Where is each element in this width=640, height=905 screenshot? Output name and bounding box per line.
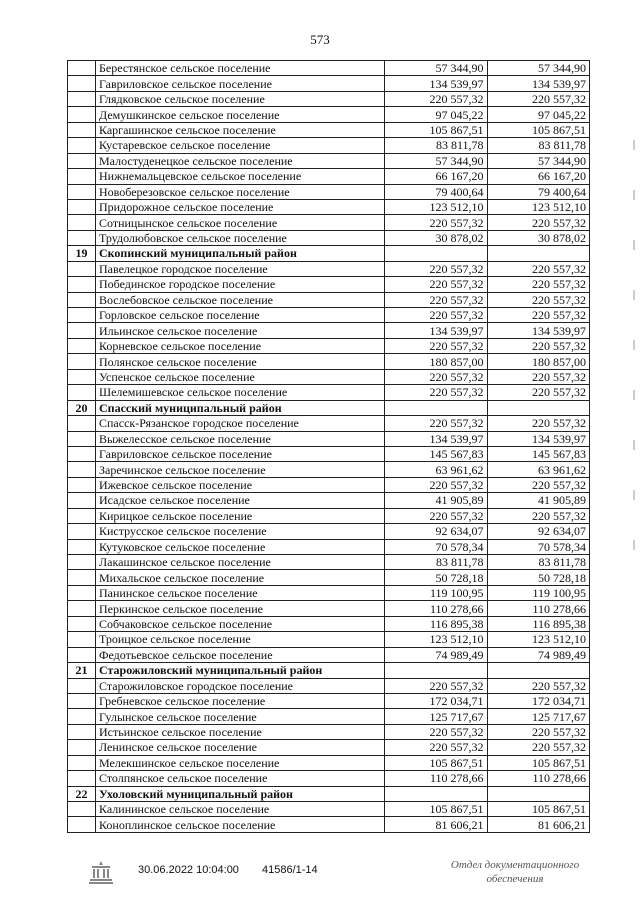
- settlement-name: Киструсское сельское поселение: [96, 524, 385, 539]
- table-row: [68, 153, 590, 168]
- amount-1: 123 512,10: [385, 199, 488, 214]
- table-row: [68, 431, 590, 446]
- table-body: [68, 61, 590, 833]
- table-row: [68, 138, 590, 153]
- amount-1: 92 634,07: [385, 524, 488, 539]
- table-row: [68, 61, 590, 76]
- settlement-name: Спасский муниципальный район: [96, 400, 385, 415]
- settlement-name: Выжелесское сельское поселение: [96, 431, 385, 446]
- table-row: [68, 76, 590, 91]
- amount-2: 119 100,95: [487, 585, 590, 600]
- amount-1: 220 557,32: [385, 261, 488, 276]
- amount-1: 220 557,32: [385, 508, 488, 523]
- table-row: [68, 462, 590, 477]
- row-number: [68, 740, 96, 755]
- district-row: [68, 246, 590, 261]
- settlement-name: Павелецкое городское поселение: [96, 261, 385, 276]
- table-row: [68, 647, 590, 662]
- table-row: [68, 477, 590, 492]
- settlement-name: Гавриловское сельское поселение: [96, 446, 385, 461]
- settlement-name: Новоберезовское сельское поселение: [96, 184, 385, 199]
- table-row: [68, 91, 590, 106]
- amount-1: 57 344,90: [385, 153, 488, 168]
- table-row: [68, 524, 590, 539]
- table-row: [68, 261, 590, 276]
- settlement-name: Столпянское сельское поселение: [96, 771, 385, 786]
- amount-2: 50 728,18: [487, 570, 590, 585]
- amount-1: [385, 400, 488, 415]
- amount-2: 105 867,51: [487, 755, 590, 770]
- amount-2: 83 811,78: [487, 555, 590, 570]
- table-row: [68, 107, 590, 122]
- table-row: [68, 693, 590, 708]
- amount-1: 41 905,89: [385, 493, 488, 508]
- settlement-name: Гавриловское сельское поселение: [96, 76, 385, 91]
- settlement-name: Вослебовское сельское поселение: [96, 292, 385, 307]
- amount-2: 105 867,51: [487, 122, 590, 137]
- row-number: [68, 555, 96, 570]
- row-number: [68, 153, 96, 168]
- settlement-name: Кутуковское сельское поселение: [96, 539, 385, 554]
- amount-2: [487, 786, 590, 801]
- amount-2: 97 045,22: [487, 107, 590, 122]
- table-row: [68, 184, 590, 199]
- amount-1: 66 167,20: [385, 169, 488, 184]
- table-row: [68, 277, 590, 292]
- row-number: [68, 539, 96, 554]
- amount-1: 220 557,32: [385, 740, 488, 755]
- table-row: [68, 740, 590, 755]
- row-number: [68, 431, 96, 446]
- amount-1: 172 034,71: [385, 693, 488, 708]
- amount-1: 50 728,18: [385, 570, 488, 585]
- table-row: [68, 338, 590, 353]
- amount-2: 220 557,32: [487, 724, 590, 739]
- table-row: [68, 385, 590, 400]
- settlement-name: Ленинское сельское поселение: [96, 740, 385, 755]
- amount-1: 220 557,32: [385, 215, 488, 230]
- amount-2: 63 961,62: [487, 462, 590, 477]
- row-number: [68, 169, 96, 184]
- row-number: 22: [68, 786, 96, 801]
- settlement-name: Полянское сельское поселение: [96, 354, 385, 369]
- amount-1: 110 278,66: [385, 601, 488, 616]
- row-number: [68, 138, 96, 153]
- settlement-name: Демушкинское сельское поселение: [96, 107, 385, 122]
- settlement-name: Лакашинское сельское поселение: [96, 555, 385, 570]
- row-number: [68, 215, 96, 230]
- amount-2: 180 857,00: [487, 354, 590, 369]
- settlement-name: Побединское городское поселение: [96, 277, 385, 292]
- amount-2: 41 905,89: [487, 493, 590, 508]
- amount-1: 119 100,95: [385, 585, 488, 600]
- settlement-name: Заречинское сельское поселение: [96, 462, 385, 477]
- row-number: [68, 354, 96, 369]
- settlement-name: Исадское сельское поселение: [96, 493, 385, 508]
- amount-2: 123 512,10: [487, 199, 590, 214]
- amount-1: 220 557,32: [385, 477, 488, 492]
- row-number: [68, 277, 96, 292]
- amount-2: 57 344,90: [487, 61, 590, 76]
- row-number: [68, 369, 96, 384]
- amount-1: 134 539,97: [385, 323, 488, 338]
- amount-2: [487, 246, 590, 261]
- amount-1: 97 045,22: [385, 107, 488, 122]
- row-number: [68, 230, 96, 245]
- row-number: [68, 508, 96, 523]
- amount-1: 220 557,32: [385, 369, 488, 384]
- amount-2: 70 578,34: [487, 539, 590, 554]
- amount-1: 105 867,51: [385, 122, 488, 137]
- amount-2: 220 557,32: [487, 508, 590, 523]
- amount-2: 81 606,21: [487, 817, 590, 832]
- amount-2: [487, 400, 590, 415]
- row-number: [68, 76, 96, 91]
- row-number: [68, 585, 96, 600]
- amount-2: 220 557,32: [487, 308, 590, 323]
- table-row: [68, 585, 590, 600]
- row-number: [68, 385, 96, 400]
- table-row: [68, 632, 590, 647]
- settlement-name: Федотьевское сельское поселение: [96, 647, 385, 662]
- amount-2: 220 557,32: [487, 277, 590, 292]
- row-number: [68, 416, 96, 431]
- settlement-name: Гребневское сельское поселение: [96, 693, 385, 708]
- table-row: [68, 308, 590, 323]
- settlement-name: Скопинский муниципальный район: [96, 246, 385, 261]
- amount-2: 134 539,97: [487, 76, 590, 91]
- table-row: [68, 678, 590, 693]
- amount-1: 81 606,21: [385, 817, 488, 832]
- amount-1: 57 344,90: [385, 61, 488, 76]
- amount-2: 79 400,64: [487, 184, 590, 199]
- page-number: 573: [310, 32, 330, 47]
- amount-1: 134 539,97: [385, 76, 488, 91]
- amount-1: 125 717,67: [385, 709, 488, 724]
- table-row: [68, 416, 590, 431]
- amount-1: 30 878,02: [385, 230, 488, 245]
- amount-1: 70 578,34: [385, 539, 488, 554]
- settlement-name: Коноплинское сельское поселение: [96, 817, 385, 832]
- amount-2: 220 557,32: [487, 678, 590, 693]
- amount-2: 92 634,07: [487, 524, 590, 539]
- settlement-name: Каргашинское сельское поселение: [96, 122, 385, 137]
- settlement-name: Калининское сельское поселение: [96, 802, 385, 817]
- settlement-name: Нижнемальцевское сельское поселение: [96, 169, 385, 184]
- settlement-name: Мелекшинское сельское поселение: [96, 755, 385, 770]
- amount-1: 74 989,49: [385, 647, 488, 662]
- settlement-name: Горловское сельское поселение: [96, 308, 385, 323]
- amount-1: 220 557,32: [385, 678, 488, 693]
- row-number: 20: [68, 400, 96, 415]
- row-number: [68, 678, 96, 693]
- settlement-name: Шелемишевское сельское поселение: [96, 385, 385, 400]
- amount-2: 172 034,71: [487, 693, 590, 708]
- row-number: [68, 724, 96, 739]
- table-row: [68, 570, 590, 585]
- amount-1: 220 557,32: [385, 724, 488, 739]
- amount-1: 83 811,78: [385, 138, 488, 153]
- row-number: [68, 693, 96, 708]
- amount-1: 220 557,32: [385, 385, 488, 400]
- settlement-name: Сотницынское сельское поселение: [96, 215, 385, 230]
- amount-1: 123 512,10: [385, 632, 488, 647]
- amount-2: 220 557,32: [487, 369, 590, 384]
- footer-doc-number: 41586/1-14: [262, 864, 318, 876]
- stamp-line-2: обеспечения: [486, 873, 544, 885]
- amount-1: [385, 246, 488, 261]
- row-number: [68, 292, 96, 307]
- department-stamp: [430, 858, 600, 886]
- table-row: [68, 493, 590, 508]
- table-row: [68, 817, 590, 832]
- row-number: [68, 709, 96, 724]
- scan-edge-marks: [632, 100, 636, 800]
- table-row: [68, 755, 590, 770]
- settlement-name: Глядковское сельское поселение: [96, 91, 385, 106]
- amount-2: 145 567,83: [487, 446, 590, 461]
- settlement-name: Придорожное сельское поселение: [96, 199, 385, 214]
- settlement-name: Михальское сельское поселение: [96, 570, 385, 585]
- amount-2: 220 557,32: [487, 91, 590, 106]
- amount-2: 83 811,78: [487, 138, 590, 153]
- amount-1: 145 567,83: [385, 446, 488, 461]
- settlement-name: Ильинское сельское поселение: [96, 323, 385, 338]
- amount-1: [385, 663, 488, 678]
- row-number: [68, 199, 96, 214]
- amount-2: 220 557,32: [487, 215, 590, 230]
- row-number: [68, 493, 96, 508]
- table-row: [68, 771, 590, 786]
- table-row: [68, 709, 590, 724]
- budget-table: [67, 60, 590, 833]
- table-row: [68, 539, 590, 554]
- row-number: [68, 122, 96, 137]
- district-row: [68, 663, 590, 678]
- row-number: [68, 771, 96, 786]
- table-row: [68, 169, 590, 184]
- amount-1: 180 857,00: [385, 354, 488, 369]
- table-row: [68, 369, 590, 384]
- amount-1: 220 557,32: [385, 416, 488, 431]
- table-row: [68, 616, 590, 631]
- row-number: [68, 755, 96, 770]
- amount-1: 63 961,62: [385, 462, 488, 477]
- table-row: [68, 122, 590, 137]
- table-row: [68, 555, 590, 570]
- amount-1: 220 557,32: [385, 338, 488, 353]
- row-number: [68, 632, 96, 647]
- amount-1: 220 557,32: [385, 292, 488, 307]
- amount-2: 123 512,10: [487, 632, 590, 647]
- amount-2: 220 557,32: [487, 477, 590, 492]
- table-row: [68, 230, 590, 245]
- row-number: [68, 524, 96, 539]
- row-number: [68, 802, 96, 817]
- settlement-name: Кирицкое сельское поселение: [96, 508, 385, 523]
- district-row: [68, 400, 590, 415]
- row-number: [68, 91, 96, 106]
- row-number: [68, 616, 96, 631]
- amount-2: 134 539,97: [487, 431, 590, 446]
- table-row: [68, 508, 590, 523]
- table-row: [68, 215, 590, 230]
- settlement-name: Малостуденецкое сельское поселение: [96, 153, 385, 168]
- district-row: [68, 786, 590, 801]
- amount-2: 105 867,51: [487, 802, 590, 817]
- amount-1: 134 539,97: [385, 431, 488, 446]
- settlement-name: Трудолюбовское сельское поселение: [96, 230, 385, 245]
- row-number: [68, 323, 96, 338]
- footer-datetime: 30.06.2022 10:04:00: [138, 864, 239, 876]
- table-row: [68, 601, 590, 616]
- duma-building-icon: [86, 858, 116, 888]
- row-number: [68, 107, 96, 122]
- amount-2: 125 717,67: [487, 709, 590, 724]
- row-number: [68, 338, 96, 353]
- amount-2: 57 344,90: [487, 153, 590, 168]
- amount-1: 220 557,32: [385, 308, 488, 323]
- row-number: [68, 308, 96, 323]
- row-number: [68, 61, 96, 76]
- row-number: [68, 462, 96, 477]
- table-row: [68, 724, 590, 739]
- table-row: [68, 199, 590, 214]
- table-row: [68, 323, 590, 338]
- settlement-name: Панинское сельское поселение: [96, 585, 385, 600]
- amount-2: 220 557,32: [487, 338, 590, 353]
- row-number: [68, 647, 96, 662]
- settlement-name: Успенское сельское поселение: [96, 369, 385, 384]
- settlement-name: Собчаковское сельское поселение: [96, 616, 385, 631]
- settlement-name: Корневское сельское поселение: [96, 338, 385, 353]
- amount-1: 83 811,78: [385, 555, 488, 570]
- settlement-name: Ухоловский муниципальный район: [96, 786, 385, 801]
- row-number: [68, 601, 96, 616]
- amount-2: 220 557,32: [487, 385, 590, 400]
- amount-2: 74 989,49: [487, 647, 590, 662]
- amount-2: 220 557,32: [487, 261, 590, 276]
- settlement-name: Старожиловский муниципальный район: [96, 663, 385, 678]
- amount-1: 105 867,51: [385, 802, 488, 817]
- settlement-name: Спасск-Рязанское городское поселение: [96, 416, 385, 431]
- amount-2: 220 557,32: [487, 292, 590, 307]
- amount-2: 110 278,66: [487, 601, 590, 616]
- settlement-name: Кустаревское сельское поселение: [96, 138, 385, 153]
- amount-1: [385, 786, 488, 801]
- row-number: [68, 184, 96, 199]
- settlement-name: Троицкое сельское поселение: [96, 632, 385, 647]
- settlement-name: Гулынское сельское поселение: [96, 709, 385, 724]
- amount-1: 116 895,38: [385, 616, 488, 631]
- amount-1: 105 867,51: [385, 755, 488, 770]
- row-number: [68, 570, 96, 585]
- row-number: [68, 261, 96, 276]
- row-number: [68, 817, 96, 832]
- settlement-name: Ижевское сельское поселение: [96, 477, 385, 492]
- stamp-line-1: Отдел документационного: [450, 859, 580, 871]
- table-row: [68, 446, 590, 461]
- amount-1: 110 278,66: [385, 771, 488, 786]
- amount-2: 116 895,38: [487, 616, 590, 631]
- table-row: [68, 802, 590, 817]
- settlement-name: Берестянское сельское поселение: [96, 61, 385, 76]
- table-row: [68, 354, 590, 369]
- row-number: [68, 477, 96, 492]
- amount-2: 66 167,20: [487, 169, 590, 184]
- row-number: [68, 446, 96, 461]
- amount-1: 79 400,64: [385, 184, 488, 199]
- amount-2: 30 878,02: [487, 230, 590, 245]
- row-number: 21: [68, 663, 96, 678]
- settlement-name: Истьинское сельское поселение: [96, 724, 385, 739]
- amount-1: 220 557,32: [385, 91, 488, 106]
- amount-2: [487, 663, 590, 678]
- amount-2: 220 557,32: [487, 740, 590, 755]
- settlement-name: Перкинское сельское поселение: [96, 601, 385, 616]
- amount-1: 220 557,32: [385, 277, 488, 292]
- amount-2: 220 557,32: [487, 416, 590, 431]
- amount-2: 134 539,97: [487, 323, 590, 338]
- row-number: 19: [68, 246, 96, 261]
- table-row: [68, 292, 590, 307]
- settlement-name: Старожиловское городское поселение: [96, 678, 385, 693]
- amount-2: 110 278,66: [487, 771, 590, 786]
